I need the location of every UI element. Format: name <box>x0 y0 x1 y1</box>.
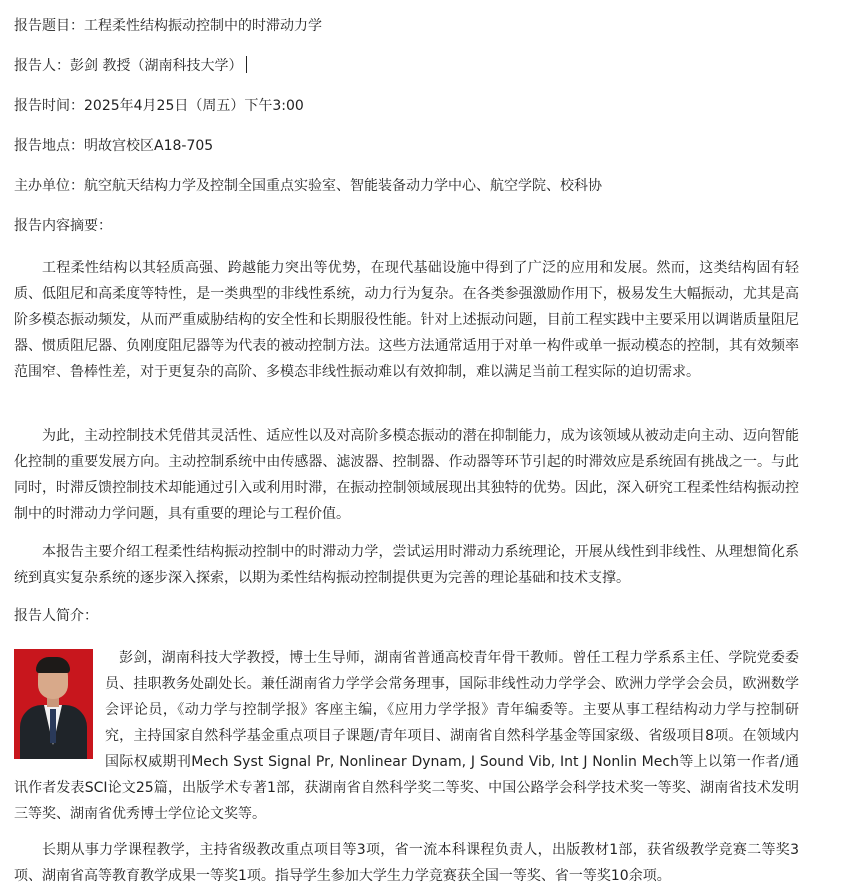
abstract-paragraph-1: 工程柔性结构以其轻质高强、跨越能力突出等优势，在现代基础设施中得到了广泛的应用和发展。然而，这类结构固有轻质、低阻尼和高柔度等特性，是一类典型的非线性系统，动力行为复杂。在各类参强激励作用下，极易发生大幅振动，尤其是高阶多模态振动频发，从而严重威胁结构的安全性和长期服役性能。针对上述振动问题，目前工程实践中主要采用以调谐质量阻尼器、惯质阻尼器、负刚度阻尼器等为代表的被动控制方法。这些方法通常适用于对单一构件或单一振动模态的控制，其有效频率范围窄、鲁棒性差，对于更复杂的高阶、多模态非线性振动难以有效抑制，难以满足当前工程实际的迫切需求。 <box>14 260 799 380</box>
host-label: 主办单位： <box>14 178 84 194</box>
speaker-value: 彭剑 教授（湖南科技大学） <box>70 58 243 74</box>
title-row <box>14 16 322 36</box>
text-cursor <box>246 56 247 73</box>
speaker-photo <box>14 649 93 759</box>
location-row <box>14 136 213 156</box>
time-value: 2025年4月25日（周五）下午3:00 <box>84 98 304 114</box>
bio-paragraph-2: 长期从事力学课程教学，主持省级教改重点项目等3项，省一流本科课程负责人，出版教材1部，获省级教学竞赛二等奖3项、湖南省高等教育教学成果一等奖1项。指导学生参加大学生力学竞赛获全国一等奖、省一等奖10余项。 <box>14 842 799 884</box>
host-row <box>14 176 602 196</box>
abstract-heading: 报告内容摘要： <box>14 218 112 234</box>
bio-heading: 报告人简介： <box>14 608 98 624</box>
abstract-paragraph-3: 本报告主要介绍工程柔性结构振动控制中的时滞动力学，尝试运用时滞动力系统理论，开展从线性到非线性、从理想简化系统到真实复杂系统的逐步深入探索，以期为柔性结构振动控制提供更为完善的理论基础和技术支撑。 <box>14 544 799 586</box>
speaker-label: 报告人： <box>14 58 70 74</box>
title-label: 报告题目： <box>14 18 84 34</box>
speaker-row <box>14 56 247 76</box>
title-value: 工程柔性结构振动控制中的时滞动力学 <box>84 18 322 34</box>
location-value: 明故宫校区A18-705 <box>84 138 214 154</box>
host-value: 航空航天结构力学及控制全国重点实验室、智能装备动力学中心、航空学院、校科协 <box>84 178 602 194</box>
location-label: 报告地点： <box>14 138 84 154</box>
time-row <box>14 96 304 116</box>
time-label: 报告时间： <box>14 98 84 114</box>
bio-block <box>14 645 799 827</box>
abstract-paragraph-2: 为此，主动控制技术凭借其灵活性、适应性以及对高阶多模态振动的潜在抑制能力，成为该领域从被动走向主动、迈向智能化控制的重要发展方向。主动控制系统中由传感器、滤波器、控制器、作动器等环节引起的时滞效应是系统固有挑战之一。与此同时，时滞反馈控制技术却能通过引入或利用时滞，在振动控制领域展现出其独特的优势。因此，深入研究工程柔性结构振动控制中的时滞动力学问题，具有重要的理论与工程价值。 <box>14 428 799 522</box>
bio-paragraph-1: 彭剑，湖南科技大学教授，博士生导师，湖南省普通高校青年骨干教师。曾任工程力学系系主任、学院党委委员、挂职教务处副处长。兼任湖南省力学学会常务理事，国际非线性动力学学会、欧洲力学学会会员，欧洲数学会评论员，《动力学与控制学报》客座主编，《应用力学学报》青年编委等。主要从事工程结构动力学与控制研究，主持国家自然科学基金重点项目子课题/青年项目、湖南省自然科学基金等国家级、省级项目8项。在领域内国际权威期刊Mech Syst Signal Pr, Nonlinear Dynam, J Sound Vib, Int J Nonlin Mech等上以第一作者/通讯作者发表SCI论文25篇，出版学术专著1部，获湖南省自然科学奖二等奖、中国公路学会科学技术奖一等奖、湖南省技术发明三等奖、湖南省优秀博士学位论文奖等。 <box>14 650 799 822</box>
